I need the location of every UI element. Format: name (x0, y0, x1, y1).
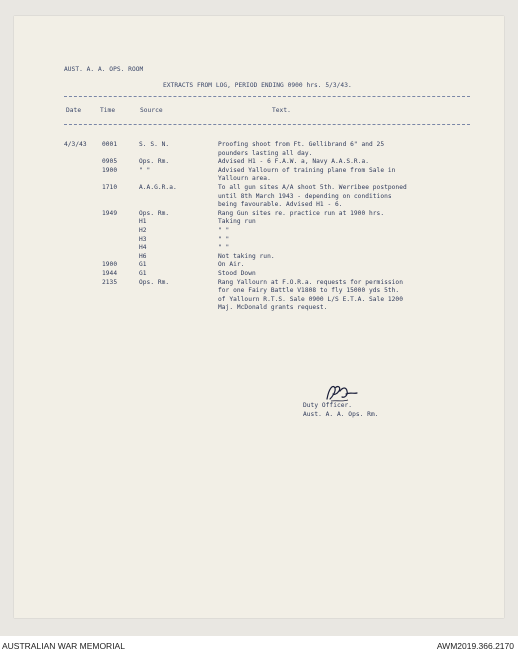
log-text: for one Fairy Battle V1808 to fly 15000 yds 5th. (218, 287, 400, 295)
log-source: A.A.G.R.a. (139, 184, 177, 191)
header-rule-bottom (64, 124, 470, 125)
log-text: Not taking run. (218, 252, 275, 260)
duty-officer-title: Duty Officer. (303, 402, 353, 409)
log-text: " " (218, 227, 230, 234)
document-page (14, 16, 504, 618)
log-source: G1 (139, 261, 147, 269)
document-heading: EXTRACTS FROM LOG, PERIOD ENDING 0900 hrs. 5/3/43. (163, 82, 352, 89)
log-text: " " (218, 235, 230, 243)
log-source: Ops. Rm. (139, 278, 170, 286)
log-source: H3 (139, 235, 147, 243)
signature (324, 382, 360, 404)
log-source: Ops. Rm. (139, 209, 170, 217)
log-text: until 8th March 1943 - depending on conditions (218, 192, 392, 200)
log-text: Rang Yallourn at F.O.R.a. requests for permission (218, 278, 403, 286)
log-text: Stood Down (218, 270, 256, 277)
unit-header: AUST. A. A. OPS. ROOM (64, 66, 144, 73)
log-source: " " (139, 166, 151, 174)
log-text: Advised Yallourn of training plane from Sale in (218, 166, 396, 174)
log-text: Advised H1 - 6 F.A.W. a, Navy A.A.S.R.a. (218, 158, 370, 166)
column-source: Source (140, 107, 163, 114)
log-time: 1944 (102, 270, 118, 277)
log-text: Proofing shoot from Ft. Gellibrand 6" and 25 (218, 141, 385, 148)
log-date: 4/3/43 (64, 141, 87, 148)
log-text: " " (218, 244, 230, 252)
log-text: To all gun sites A/A shoot 5th. Werribee postponed (218, 184, 407, 191)
log-time: 1900 (102, 166, 118, 174)
log-time: 1949 (102, 209, 118, 217)
header-rule-top (64, 96, 470, 97)
log-text: Taking run (218, 218, 256, 226)
log-text: Maj. McDonald grants request. (218, 304, 328, 312)
footer-right: AWM2019.366.2170 (436, 641, 514, 651)
log-source: G1 (139, 270, 147, 277)
column-date: Date (66, 107, 82, 114)
column-text: Text. (272, 107, 291, 114)
log-text: being favourable. Advised H1 - 6. (218, 201, 343, 209)
log-text: Rang Gun sites re. practice run at 1900 hrs. (218, 209, 385, 217)
log-time: 2135 (102, 278, 118, 286)
log-time: 0905 (102, 158, 118, 166)
log-source: H2 (139, 227, 147, 234)
log-source: H4 (139, 244, 147, 252)
log-time: 1900 (102, 261, 118, 269)
log-source: H1 (139, 218, 147, 226)
duty-officer-org: Aust. A. A. Ops. Rm. (303, 411, 379, 418)
footer-left: AUSTRALIAN WAR MEMORIAL (2, 641, 125, 651)
log-text: of Yallourn R.T.S. Sale 0900 L/S E.T.A. Sale 1200 (218, 295, 403, 303)
log-text: On Air. (218, 261, 245, 269)
log-time: 0001 (102, 141, 118, 148)
log-text: Yallourn area. (218, 175, 271, 183)
log-source: S. S. N. (139, 141, 170, 148)
log-source: Ops. Rm. (139, 158, 170, 166)
log-time: 1710 (102, 184, 118, 191)
log-source: H6 (139, 252, 147, 260)
log-text: pounders lasting all day. (218, 149, 313, 157)
column-time: Time (100, 107, 116, 114)
